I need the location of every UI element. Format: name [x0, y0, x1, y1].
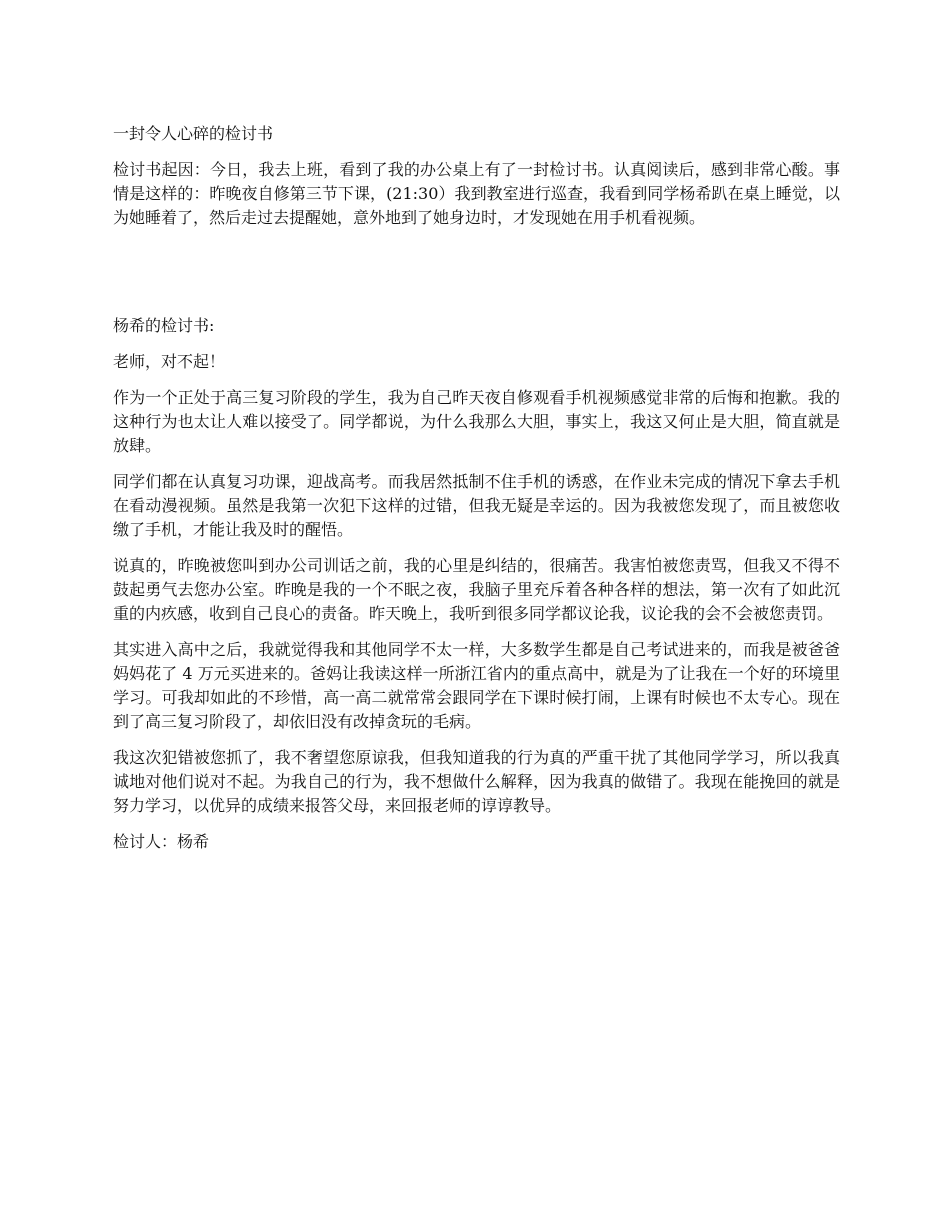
letter-heading: 杨希的检讨书:	[113, 316, 215, 335]
intro-paragraph: 检讨书起因：今日，我去上班，看到了我的办公桌上有了一封检讨书。认真阅读后，感到非常心酸。事情是这样的：昨晚夜自修第三节下课，(21:30）我到教室进行巡查，我看到同学杨希趴在桌上睡觉，以为她睡着了，然后走过去提醒她，意外地到了她身边时，才发现她在用手机看视频。	[113, 160, 840, 227]
document-page	[113, 122, 840, 854]
document-title: 一封令人心碎的检讨书	[113, 124, 274, 143]
body-paragraph-2: 同学们都在认真复习功课，迎战高考。而我居然抵制不住手机的诱惑，在作业未完成的情况下拿去手机在看动漫视频。虽然是我第一次犯下这样的过错，但我无疑是幸运的。因为我被您发现了，而且被您收缴了手机，才能让我及时的醒悟。	[113, 472, 840, 539]
salutation: 老师，对不起！	[113, 352, 226, 371]
body-paragraph-1: 作为一个正处于高三复习阶段的学生，我为自己昨天夜自修观看手机视频感觉非常的后悔和抱歉。我的这种行为也太让人难以接受了。同学都说，为什么我那么大胆，事实上，我这又何止是大胆，简直就是放肆。	[113, 388, 840, 455]
body-paragraph-5: 我这次犯错被您抓了，我不奢望您原谅我，但我知道我的行为真的严重干扰了其他同学学习，所以我真诚地对他们说对不起。为我自己的行为，我不想做什么解释，因为我真的做错了。我现在能挽回的就是努力学习，以优异的成绩来报答父母，来回报老师的谆谆教导。	[113, 748, 840, 815]
body-paragraph-3: 说真的，昨晚被您叫到办公司训话之前，我的心里是纠结的，很痛苦。我害怕被您责骂，但我又不得不鼓起勇气去您办公室。昨晚是我的一个不眠之夜，我脑子里充斥着各种各样的想法，第一次有了如此沉重的内疚感，收到自己良心的责备。昨天晚上，我听到很多同学都议论我，议论我的会不会被您责罚。	[113, 556, 840, 623]
signature: 检讨人：杨希	[113, 832, 210, 851]
body-paragraph-4: 其实进入高中之后，我就觉得我和其他同学不太一样，大多数学生都是自己考试进来的，而我是被爸爸妈妈花了 4 万元买进来的。爸妈让我读这样一所浙江省内的重点高中，就是为了让我在一个好的环境里学习。可我却如此的不珍惜，高一高二就常常会跟同学在下课时候打闹，上课有时候也不太专心。现在到了高三复习阶段了，却依旧没有改掉贪玩的毛病。	[113, 640, 840, 731]
section-spacer	[113, 230, 840, 314]
